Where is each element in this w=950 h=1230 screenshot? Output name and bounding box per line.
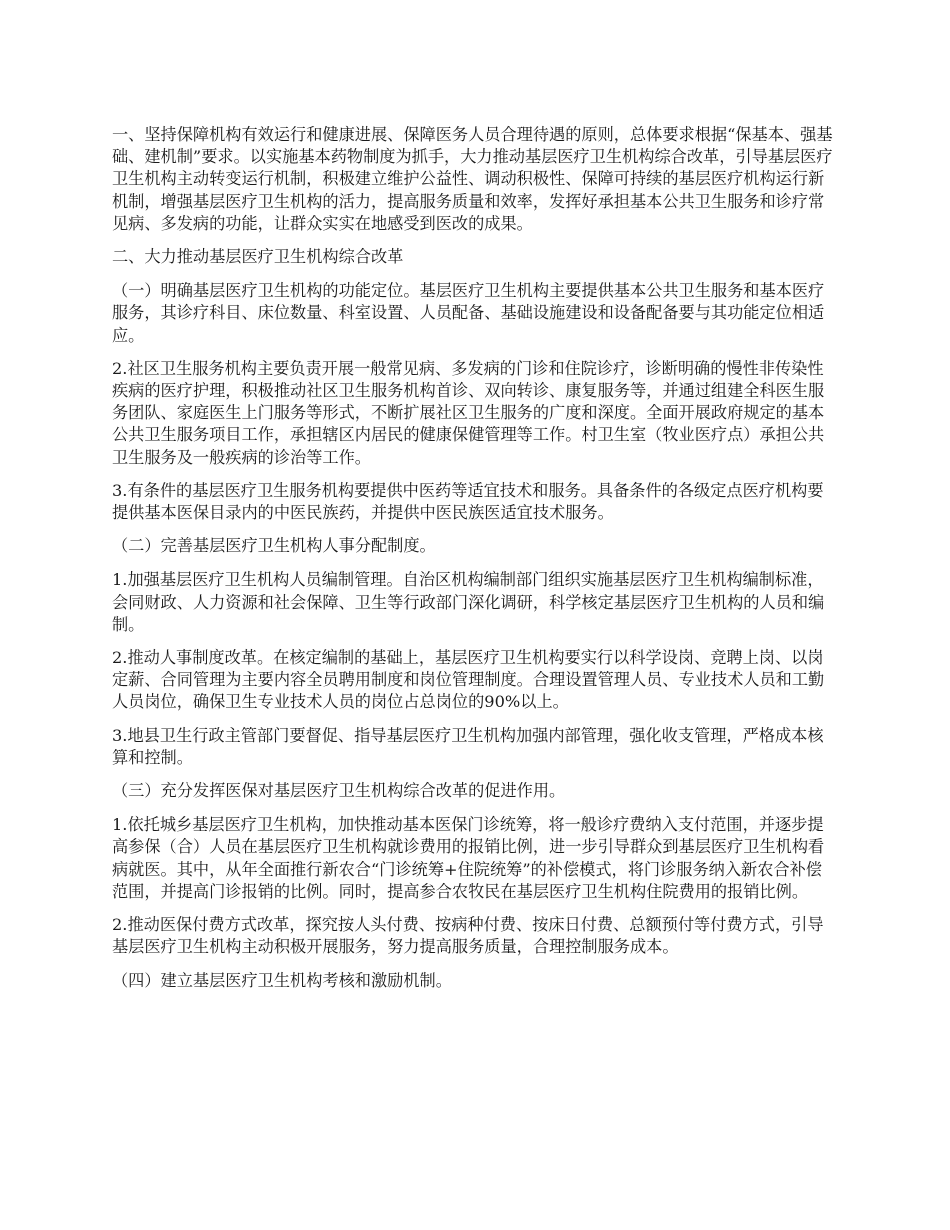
paragraph-function-positioning: （一）明确基层医疗卫生机构的功能定位。基层医疗卫生机构主要提供基本公共卫生服务和基本医疗服务，其诊疗科目、床位数量、科室设置、人员配备、基础设施建设和设备配备要与其功能定位相适应。 (112, 281, 825, 345)
section-heading-reform: 二、大力推动基层医疗卫生机构综合改革 (112, 247, 404, 267)
subheading-assessment-incentive: （四）建立基层医疗卫生机构考核和激励机制。 (112, 970, 452, 990)
paragraph-principles: 一、坚持保障机构有效运行和健康进展、保障医务人员合理待遇的原则，总体要求根据“保基本、强基础、建机制”要求。以实施基本药物制度为抓手，大力推动基层医疗卫生机构综合改革，引导基层医疗卫生机构主动转变运行机制，积极建立维护公益性、调动积极性、保障可持续的基层医疗机构运行新机制，增强基层医疗卫生机构的活力，提高服务质量和效率，发挥好承担基本公共卫生服务和诊疗常见病、多发病的功能，让群众实实在地感受到医改的成果。 (112, 125, 833, 233)
paragraph-personnel-reform: 2.推动人事制度改革。在核定编制的基础上，基层医疗卫生机构要实行以科学设岗、竞聘上岗、以岗定薪、合同管理为主要内容全员聘用制度和岗位管理制度。合理设置管理人员、专业技术人员和工勤人员岗位，确保卫生专业技术人员的岗位占总岗位的90%以上。 (112, 648, 825, 712)
document-body (112, 124, 838, 992)
subheading-medical-insurance: （三）充分发挥医保对基层医疗卫生机构综合改革的促进作用。 (112, 781, 566, 801)
paragraph-payment-reform: 2.推动医保付费方式改革，探究按人头付费、按病种付费、按床日付费、总额预付等付费方式，引导基层医疗卫生机构主动积极开展服务，努力提高服务质量，合理控制服务成本。 (112, 915, 824, 957)
subheading-personnel-system: （二）完善基层医疗卫生机构人事分配制度。 (112, 536, 436, 556)
paragraph-internal-management: 3.地县卫生行政主管部门要督促、指导基层医疗卫生机构加强内部管理，强化收支管理，严格成本核算和控制。 (112, 725, 824, 767)
paragraph-staffing-management: 1.加强基层医疗卫生机构人员编制管理。自治区机构编制部门组织实施基层医疗卫生机构编制标准，会同财政、人力资源和社会保障、卫生等行政部门深化调研，科学核定基层医疗卫生机构的人员和编制。 (112, 570, 825, 634)
paragraph-tcm-services: 3.有条件的基层医疗卫生服务机构要提供中医药等适宜技术和服务。具备条件的各级定点医疗机构要提供基本医保目录内的中医民族药，并提供中医民族医适宜技术服务。 (112, 480, 824, 523)
paragraph-community-health-service: 2.社区卫生服务机构主要负责开展一般常见病、多发病的门诊和住院诊疗，诊断明确的慢性非传染性疾病的医疗护理，积极推动社区卫生服务机构首诊、双向转诊、康复服务等，并通过组建全科医生服务团队、家庭医生上门服务等形式，不断扩展社区卫生服务的广度和深度。全面开展政府规定的基本公共卫生服务项目工作，承担辖区内居民的健康保健管理等工作。村卫生室（牧业医疗点）承担公共卫生服务及一般疾病的诊治等工作。 (112, 358, 825, 467)
paragraph-outpatient-pooling: 1.依托城乡基层医疗卫生机构，加快推动基本医保门诊统筹，将一般诊疗费纳入支付范围，并逐步提高参保（合）人员在基层医疗卫生机构就诊费用的报销比例，进一步引导群众到基层医疗卫生机构看病就医。其中，从年全面推行新农合“门诊统筹+住院统筹”的补偿模式，将门诊服务纳入新农合补偿范围，并提高门诊报销的比例。同时，提高参合农牧民在基层医疗卫生机构住院费用的报销比例。 (112, 815, 825, 901)
